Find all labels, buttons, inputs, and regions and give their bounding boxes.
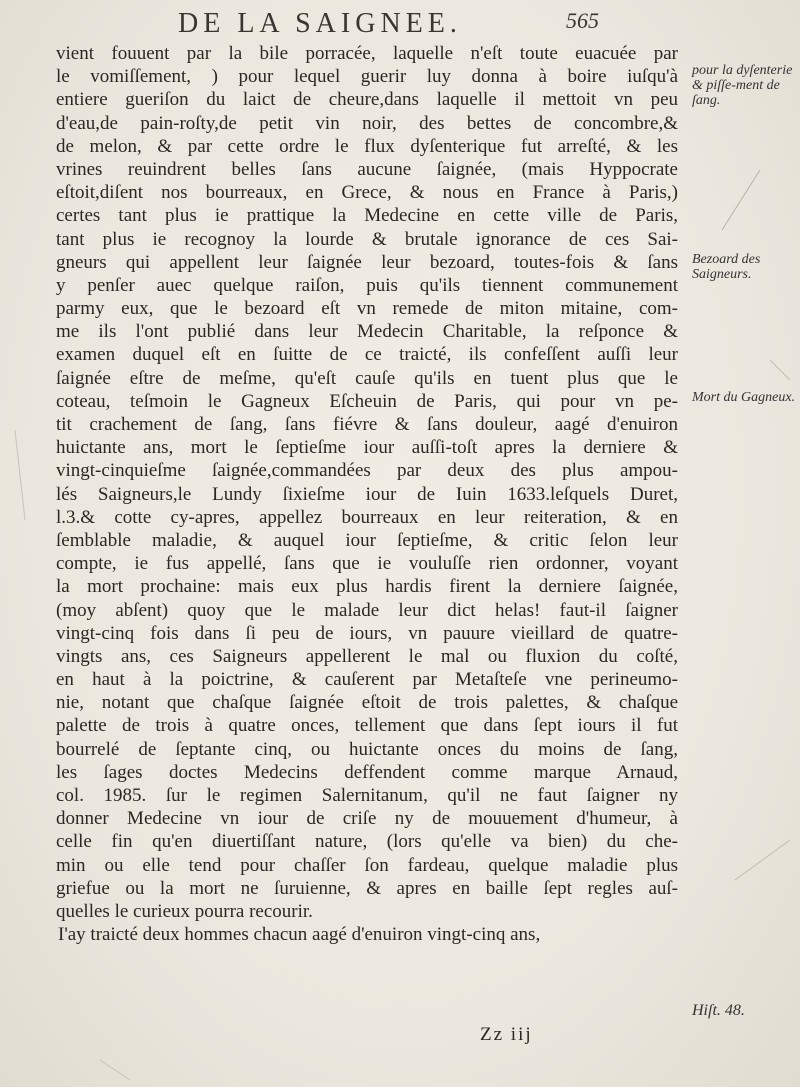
text-line: nie, notant que chaſque ſaignée eſtoit de trois palettes, & chaſque xyxy=(56,692,678,714)
text-line: (moy abſent) quoy que le malade leur dict helas! faut-il ſaigner xyxy=(56,599,678,621)
margin-note-bezoard: Bezoard des Saigneurs. xyxy=(692,252,761,282)
text-line: palette de trois à quatre onces, tellement que dans ſept iours il fut xyxy=(56,715,678,737)
main-text-block xyxy=(56,42,678,946)
text-line: l.3.& cotte cy-apres, appellez bourreaux en leur reiteration, & en xyxy=(56,506,678,528)
text-line: me ils l'ont publié dans leur Medecin Charitable, la reſponce & xyxy=(56,321,678,343)
signature-mark: Zz iij xyxy=(480,1024,533,1045)
text-line: huictante ans, mort le ſeptieſme iour auſſi-toſt apres la derniere & xyxy=(56,437,678,459)
text-line: examen duquel eſt en ſuitte de ce traicté, ils confeſſent auſſi leur xyxy=(56,344,678,366)
text-line: celle fin qu'en diuertiſſant nature, (lors qu'elle va bien) du che- xyxy=(56,831,678,853)
text-line: min ou elle tend pour chaſſer ſon fardeau, quelque maladie plus xyxy=(56,854,678,876)
page-number: 565 xyxy=(566,8,599,33)
text-line: la mort prochaine: mais eux plus hardis firent la derniere ſaignée, xyxy=(56,576,678,598)
text-line: tant plus ie recognoy la lourde & brutale ignorance de ces Sai- xyxy=(56,228,678,250)
text-line: certes tant plus ie prattique la Medecine en cette ville de Paris, xyxy=(56,205,678,227)
text-line: col. 1985. ſur le regimen Salernitanum, qu'il ne faut ſaigner ny xyxy=(56,785,678,806)
text-line: tit crachement de ſang, ſans fiévre & ſans douleur, aagé d'enuiron xyxy=(56,414,678,435)
text-line: de melon, & par cette ordre le flux dyſenterique fut arreſté, & les xyxy=(56,135,678,157)
text-line: le vomiſſement, ) pour lequel guerir luy donna à boire iuſqu'à xyxy=(56,66,678,88)
text-line: vingt-cinquieſme ſaignée,commandées par deux des plus ampou- xyxy=(56,460,678,482)
text-line: quelles le curieux pourra recourir. xyxy=(56,900,313,922)
text-line: eſtoit,diſent nos bourreaux, en Grece, & nous en France à Paris,) xyxy=(56,182,678,204)
text-line: compte, ie fus appellé, ſans que ie vouluſſe rien ordonner, voyant xyxy=(56,553,678,575)
text-line: les ſages doctes Medecins deffendent comme marque Arnaud, xyxy=(56,761,678,783)
text-line: entiere gueriſon du laict de cheure,dans laquelle il mettoit vn peu xyxy=(56,89,678,111)
text-line: vingt-cinq fois dans ſi peu de iours, vn pauure vieillard de quatre- xyxy=(56,622,678,644)
text-line: vrines reuindrent belles ſans aucune ſaignée, (mais Hyppocrate xyxy=(56,158,678,180)
text-line: donner Medecine vn iour de criſe ny de mouuement d'humeur, à xyxy=(56,808,678,830)
text-line: parmy eux, que le bezoard eſt vn remede de miton mitaine, com- xyxy=(56,298,678,320)
text-line: I'ay traicté deux hommes chacun aagé d'enuiron vingt-cinq ans, xyxy=(58,924,541,946)
margin-note-dysentery: pour la dyſenterie & piſſe-ment de ſang. xyxy=(692,63,793,108)
margin-note-histoire: Hiſt. 48. xyxy=(692,1002,745,1019)
text-line: en haut à la poictrine, & cauſerent par Metaſteſe vne perineumo- xyxy=(56,669,678,691)
text-line: lés Saigneurs,le Lundy ſixieſme iour de Iuin 1633.leſquels Duret, xyxy=(56,483,678,505)
text-line: vient fouuent par la bile porracée, laquelle n'eſt toute euacuée par xyxy=(56,43,678,64)
text-line: ſemblable maladie, & auquel iour ſeptieſme, & critic ſelon leur xyxy=(56,529,678,551)
text-line: y penſer auec quelque raiſon, puis qu'ils tiennent communement xyxy=(56,274,678,296)
running-title: DE LA SAIGNEE. xyxy=(178,8,462,39)
text-line: coteau, teſmoin le Gagneux Eſcheuin de Paris, qui pour vn pe- xyxy=(56,390,678,412)
text-line: gneurs qui appellent leur ſaignée leur bezoard, toutes-fois & ſans xyxy=(56,251,678,273)
text-line: griefue ou la mort ne ſuruienne, & apres en baille ſept regles auſ- xyxy=(56,877,678,899)
text-line: bourrelé de ſeptante cinq, ou huictante onces du moins de ſang, xyxy=(56,738,678,760)
text-line: vingts ans, ces Saigneurs appellerent le mal ou fluxion du coſté, xyxy=(56,645,678,667)
text-line: d'eau,de pain-roſty,de petit vin noir, des bettes de concombre,& xyxy=(56,112,678,134)
margin-note-gagneux: Mort du Gagneux. xyxy=(692,390,796,405)
text-line: ſaignée eſtre de meſme, qu'eſt cauſe qu'ils en tuent plus que le xyxy=(56,367,678,389)
